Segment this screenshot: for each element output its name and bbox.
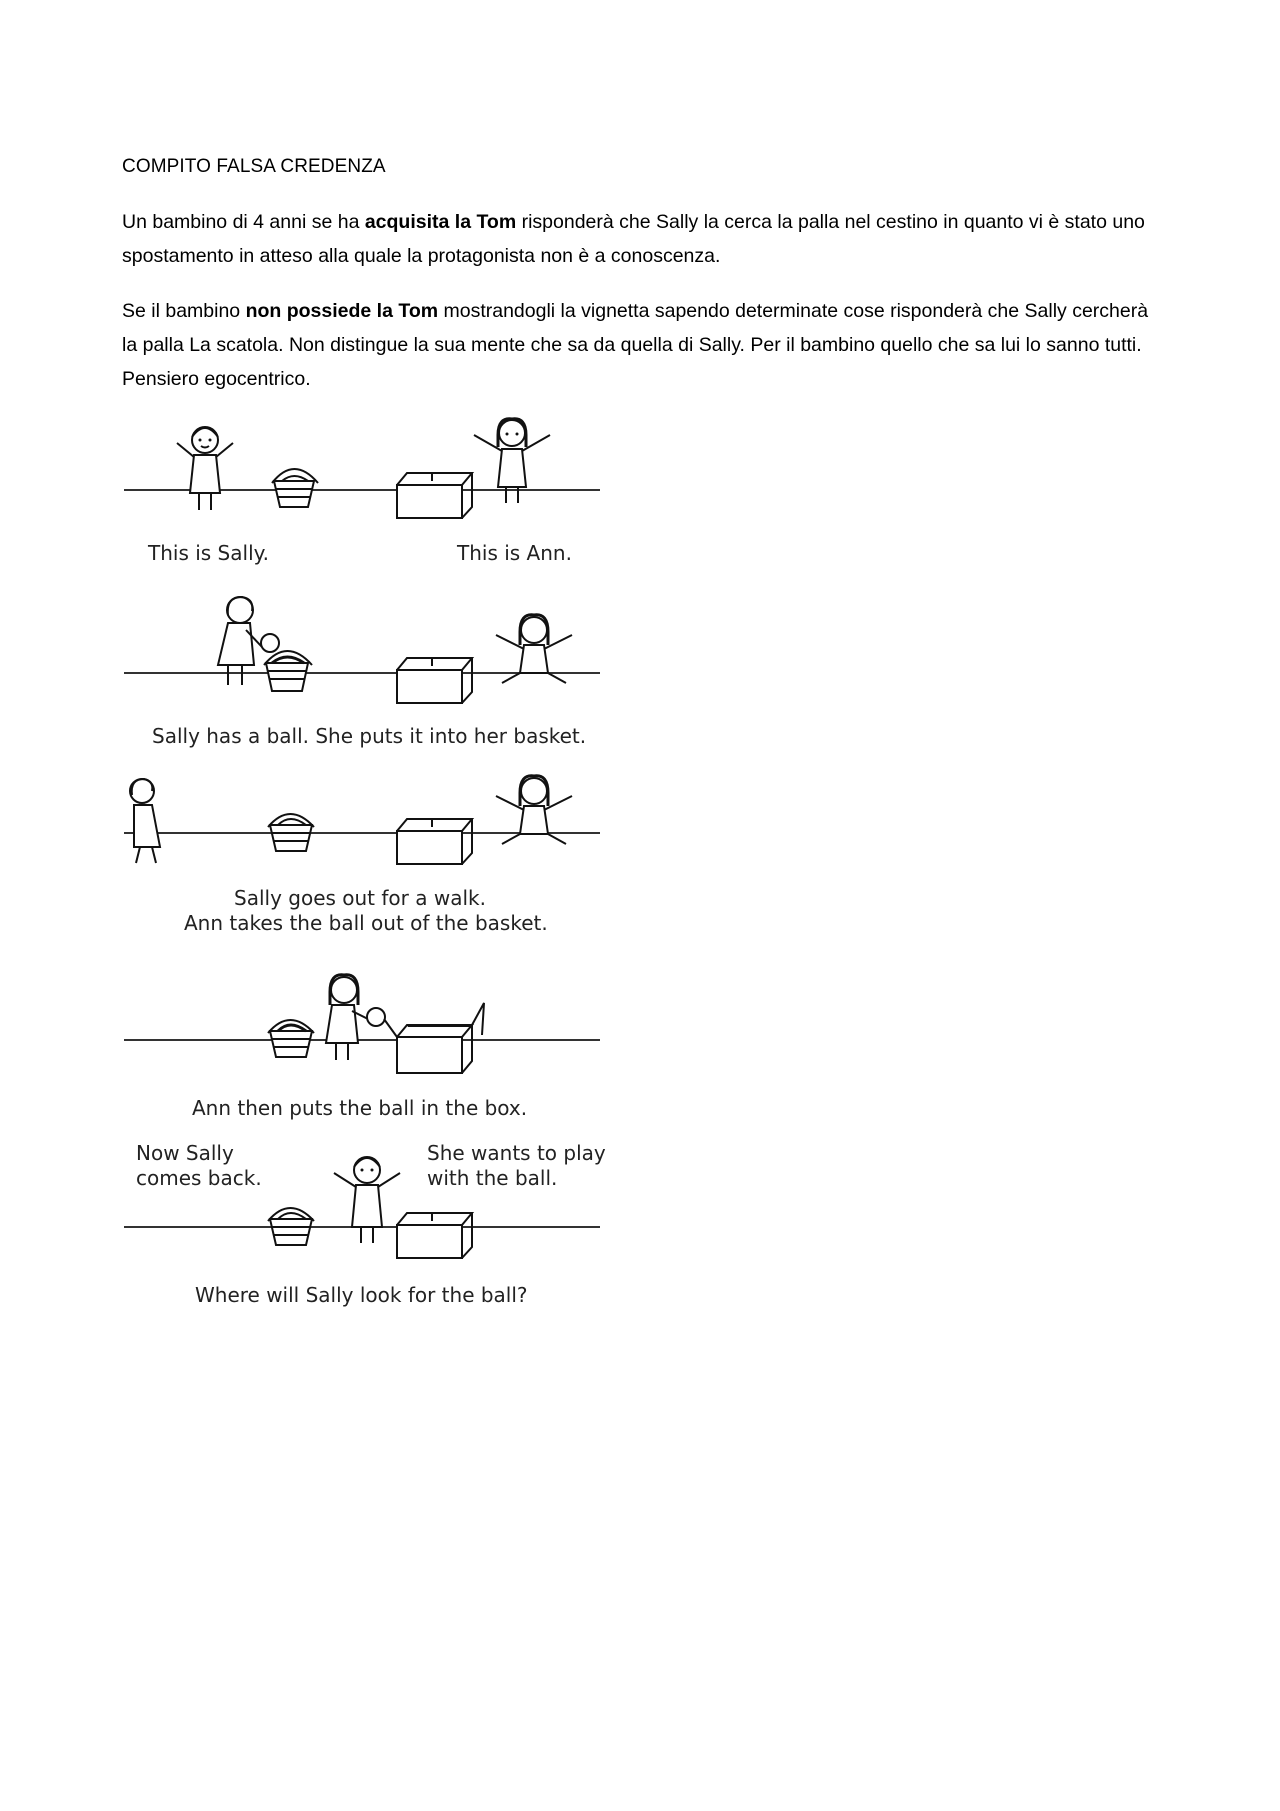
box-icon	[397, 473, 472, 518]
basket-icon	[268, 814, 314, 851]
panel-5	[124, 1141, 606, 1307]
paragraph-text: Un bambino di 4 anni se ha	[122, 211, 365, 233]
basket-icon	[272, 469, 318, 507]
ball-icon	[367, 1008, 385, 1026]
caption-this-is-ann: This is Ann.	[457, 541, 572, 565]
ann-figure	[326, 975, 372, 1060]
paragraph-bold-text: non possiede la Tom	[245, 300, 439, 322]
panel-1	[124, 419, 600, 565]
paragraph-tom-acquired	[122, 205, 1162, 273]
caption-comes-back: comes back.	[136, 1166, 262, 1190]
basket-icon	[268, 1020, 314, 1057]
sally-figure	[334, 1157, 400, 1243]
caption-where-will-sally-look: Where will Sally look for the ball?	[195, 1283, 528, 1307]
panel-3	[124, 776, 600, 935]
caption-sally-goes-out: Sally goes out for a walk.	[234, 886, 486, 910]
caption-now-sally: Now Sally	[136, 1141, 234, 1165]
open-box-icon	[384, 1003, 484, 1073]
caption-with-the-ball: with the ball.	[427, 1166, 558, 1190]
paragraph-bold-text: acquisita la Tom	[364, 211, 517, 233]
box-icon	[397, 658, 472, 703]
sally-anne-illustration	[122, 415, 612, 1315]
paragraph-tom-not-acquired	[122, 294, 1162, 396]
paragraph-text: mostrandogli la vignetta sapendo determinate cose risponderà che Sally cercherà la palla La scatola. Non distingue la sua mente che sa da quella di Sally. Per il bambino quello che sa lui lo sanno tutti. Pensiero egocentrico.	[122, 300, 1149, 390]
paragraph-text: Se il bambino	[122, 300, 246, 322]
sally-figure	[218, 597, 262, 685]
document-title: COMPITO FALSA CREDENZA	[122, 156, 386, 177]
basket-icon	[264, 651, 312, 691]
caption-she-wants-to-play: She wants to play	[427, 1141, 606, 1165]
caption-this-is-sally: This is Sally.	[148, 541, 269, 565]
sally-walking-figure	[130, 779, 160, 863]
basket-icon	[268, 1208, 314, 1245]
caption-ann-takes-ball: Ann takes the ball out of the basket.	[184, 911, 548, 935]
paragraph-text: risponderà che Sally la cerca la palla nel cestino in quanto vi è stato uno spostamento in atteso alla quale la protagonista non è a conoscenza.	[122, 211, 1145, 267]
panel-4	[124, 975, 600, 1120]
box-icon	[397, 819, 472, 864]
box-icon	[397, 1213, 472, 1258]
caption-sally-has-ball: Sally has a ball. She puts it into her basket.	[152, 724, 587, 748]
ball-icon	[261, 634, 279, 652]
caption-ann-puts-ball: Ann then puts the ball in the box.	[192, 1096, 528, 1120]
sally-figure	[177, 427, 233, 510]
panel-2	[124, 597, 600, 748]
